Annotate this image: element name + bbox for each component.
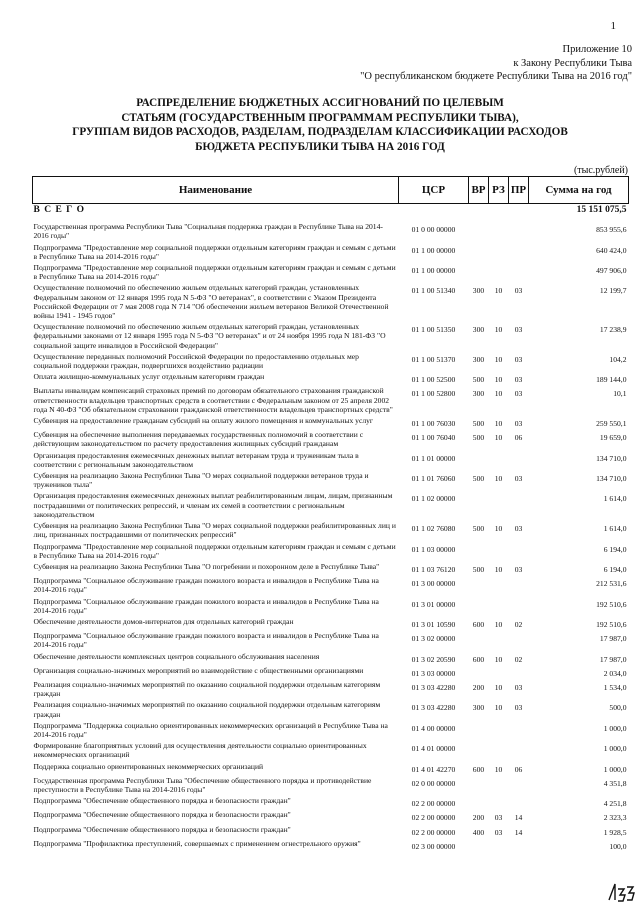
handwritten-mark: [606, 881, 636, 903]
cell-pr: 03: [514, 474, 523, 484]
cell-rz: [489, 838, 509, 852]
cell-name: Организация социально-значимых мероприятий во взаимодействие с общественными организациями: [33, 665, 364, 675]
cell-sum: 2 323,3: [603, 813, 627, 823]
table-row: [33, 385, 629, 415]
cell-vr: 300: [472, 703, 485, 713]
cell-rz: 10: [494, 389, 503, 399]
cell-name: Подпрограмма "Социальное обслуживание граждан пожилого возраста и инвалидов в Республике Тыва на 2014-2016 годы": [33, 596, 379, 615]
title-line: БЮДЖЕТА РЕСПУБЛИКИ ТЫВА НА 2016 ГОД: [195, 140, 445, 153]
cell-pr: [509, 665, 529, 679]
cell-name: Субвенция на реализацию Закона Республики Тыва "О погребении и похоронном деле в Республике Тыва": [33, 561, 380, 571]
cell-pr: [509, 242, 529, 262]
cell-vr: 300: [472, 354, 485, 364]
cell-sum: 17 238,9: [599, 325, 627, 335]
cell-sum: 134 710,0: [596, 474, 627, 484]
cell-vr: [469, 740, 489, 760]
cell-rz: 10: [494, 286, 503, 296]
cell-csr: 01 1 00 00000: [411, 245, 456, 255]
cell-rz: [489, 775, 509, 795]
cell-rz: [489, 221, 509, 241]
cell-csr: 01 1 00 76030: [411, 419, 456, 429]
cell-csr: 01 3 01 00000: [411, 599, 456, 609]
cell-sum: 10,1: [613, 389, 627, 399]
table-row: [33, 520, 629, 540]
cell-pr: 02: [514, 654, 523, 664]
cell-name: Осуществление полномочий по обеспечению жильем отдельных категорий граждан, установленных Федеральным законом от 12 января 1995 года N 5-ФЗ "О ветеранах", в соответствии с Указом Президента Российской Федерации от 7 мая 2008 года N 714 "Об обеспечении жильем ветеранов Великой Отечественной войны 1941 - 1945 годов": [33, 283, 389, 321]
cell-sum: 1 000,0: [603, 723, 627, 733]
cell-csr: 02 3 00 00000: [411, 841, 456, 851]
cell-name: Подпрограмма "Обеспечение общественного порядка и безопасности граждан": [33, 824, 291, 834]
cell-sum: 497 906,0: [596, 266, 627, 276]
units-label: (тыс.рублей): [573, 165, 628, 176]
cell-name: Обеспечение деятельности домов-интернатов для отдельных категорий граждан: [33, 616, 294, 626]
cell-sum: 6 194,0: [603, 544, 627, 554]
cell-pr: [509, 838, 529, 852]
appendix-header: [360, 43, 632, 84]
table-row: [33, 561, 629, 575]
cell-sum: 104,2: [609, 354, 627, 364]
cell-sum: 1 614,0: [603, 524, 627, 534]
cell-vr: [469, 630, 489, 650]
cell-csr: 01 1 00 51350: [411, 325, 456, 335]
cell-pr: [509, 795, 529, 809]
table-row: [33, 575, 629, 595]
cell-name: Подпрограмма "Обеспечение общественного порядка и безопасности граждан": [33, 796, 291, 806]
cell-name: Субвенция на реализацию Закона Республики Тыва "О мерах социальной поддержки реабилитированных лиц и лиц, признанных пострадавшими от политических репрессий": [33, 521, 396, 540]
cell-pr: [509, 630, 529, 650]
cell-sum: 2 034,0: [603, 668, 627, 678]
total-row: [33, 204, 629, 222]
header-csr: ЦСР: [399, 177, 469, 204]
cell-name: Осуществление переданных полномочий Российской Федерации по предоставлению отдельных мер социальной поддержки граждан, подвергшихся воздействию радиации: [33, 351, 359, 371]
cell-csr: 01 1 00 51370: [411, 354, 456, 364]
cell-sum: 259 550,1: [596, 419, 627, 429]
table-row: [33, 221, 629, 241]
cell-rz: [489, 630, 509, 650]
table-row: [33, 630, 629, 650]
cell-csr: 01 1 02 76080: [411, 524, 456, 534]
cell-name: Организация предоставления ежемесячных денежных выплат ветеранам труда и труженикам тыла в соответствии с региональным законодательством: [33, 450, 359, 469]
cell-name: Подпрограмма "Поддержка социально ориентированных некоммерческих организаций в Республике Тыва на 2014-2016 годы": [33, 720, 388, 739]
table-row: [33, 415, 629, 429]
cell-vr: [469, 720, 489, 740]
header-pr: ПР: [509, 177, 529, 204]
cell-rz: [489, 720, 509, 740]
table-header-row: [33, 177, 629, 204]
cell-sum: 100,0: [609, 841, 627, 851]
table-row: [33, 651, 629, 665]
cell-csr: 02 2 00 00000: [411, 813, 456, 823]
cell-sum: 4 351,8: [603, 778, 627, 788]
cell-sum: 1 928,5: [603, 827, 627, 837]
cell-name: Осуществление полномочий по обеспечению жильем отдельных категорий граждан, установленных федеральными законами от 12 января 1995 года N 5-ФЗ "О ветеранах" и от 24 ноября 1995 года N 181-ФЗ "О социальной защите инвалидов в Российской Федерации": [33, 322, 386, 350]
cell-name: Оплата жилищно-коммунальных услуг отдельным категориям граждан: [33, 372, 265, 382]
cell-csr: 01 3 03 00000: [411, 668, 456, 678]
cell-pr: [509, 221, 529, 241]
cell-csr: 01 1 02 00000: [411, 494, 456, 504]
cell-name: Подпрограмма "Обеспечение общественного порядка и безопасности граждан": [33, 810, 291, 820]
cell-vr: 600: [472, 764, 485, 774]
table-row: [33, 470, 629, 490]
cell-vr: 200: [472, 813, 485, 823]
cell-csr: 01 3 02 00000: [411, 634, 456, 644]
header-name: Наименование: [33, 177, 399, 204]
header-sum: Сумма на год: [529, 177, 629, 204]
cell-sum: 12 199,7: [599, 286, 627, 296]
cell-name: Субвенция на предоставление гражданам субсидий на оплату жилого помещения и коммунальных услуг: [33, 416, 374, 426]
cell-sum: 6 194,0: [603, 564, 627, 574]
appendix-line: к Закону Республики Тыва: [513, 57, 632, 69]
cell-csr: 02 2 00 00000: [411, 827, 456, 837]
cell-vr: [469, 541, 489, 561]
table-row: [33, 371, 629, 385]
table-row: [33, 616, 629, 630]
table-row: [33, 824, 629, 838]
cell-vr: [469, 575, 489, 595]
cell-name: Поддержка социально ориентированных некоммерческих организаций: [33, 761, 264, 771]
cell-pr: 03: [514, 354, 523, 364]
table-row: [33, 795, 629, 809]
cell-csr: 01 3 02 20590: [411, 654, 456, 664]
total-sum: 15 151 075,5: [576, 205, 627, 215]
cell-vr: 500: [472, 419, 485, 429]
cell-sum: 192 510,6: [596, 599, 627, 609]
table-row: [33, 596, 629, 616]
cell-rz: [489, 262, 509, 282]
cell-vr: 600: [472, 654, 485, 664]
cell-rz: 10: [494, 619, 503, 629]
cell-vr: [469, 838, 489, 852]
cell-pr: [509, 490, 529, 520]
cell-sum: 134 710,0: [596, 453, 627, 463]
cell-vr: 500: [472, 564, 485, 574]
cell-csr: 01 1 00 52500: [411, 375, 456, 385]
cell-rz: [489, 795, 509, 809]
cell-sum: 17 987,0: [599, 654, 627, 664]
cell-vr: [469, 242, 489, 262]
cell-rz: [489, 740, 509, 760]
cell-name: Подпрограмма "Социальное обслуживание граждан пожилого возраста и инвалидов в Республике Тыва на 2014-2016 годы": [33, 576, 379, 595]
cell-rz: 03: [494, 827, 503, 837]
cell-rz: 10: [494, 433, 503, 443]
cell-pr: [509, 596, 529, 616]
cell-csr: 01 3 03 42280: [411, 682, 456, 692]
cell-csr: 01 4 00 00000: [411, 723, 456, 733]
cell-csr: 01 4 01 00000: [411, 744, 456, 754]
cell-rz: 10: [494, 564, 503, 574]
title-line: СТАТЬЯМ (ГОСУДАРСТВЕННЫМ ПРОГРАММАМ РЕСПУБЛИКИ ТЫВА),: [121, 111, 519, 124]
cell-pr: 03: [514, 524, 523, 534]
table-row: [33, 429, 629, 449]
appendix-line: Приложение 10: [562, 44, 632, 55]
cell-rz: [489, 575, 509, 595]
table-row: [33, 809, 629, 823]
cell-rz: [489, 242, 509, 262]
cell-name: Подпрограмма "Предоставление мер социальной поддержки отдельным категориям граждан и семьям с детьми в Республике Тыва на 2014-2016 годы": [33, 242, 396, 261]
cell-vr: 400: [472, 827, 485, 837]
table-row: [33, 242, 629, 262]
cell-vr: [469, 596, 489, 616]
table-row: [33, 282, 629, 321]
cell-sum: 853 955,6: [596, 225, 627, 235]
table-row: [33, 490, 629, 520]
cell-pr: 14: [514, 827, 523, 837]
cell-vr: 300: [472, 325, 485, 335]
cell-sum: 192 510,6: [596, 619, 627, 629]
cell-pr: 03: [514, 703, 523, 713]
cell-pr: 03: [514, 375, 523, 385]
cell-rz: [489, 450, 509, 470]
cell-pr: [509, 740, 529, 760]
cell-csr: 01 4 01 42270: [411, 764, 456, 774]
cell-vr: [469, 262, 489, 282]
cell-vr: [469, 221, 489, 241]
table-row: [33, 541, 629, 561]
budget-table: [32, 176, 629, 852]
cell-pr: 02: [514, 619, 523, 629]
cell-pr: 03: [514, 682, 523, 692]
cell-vr: 300: [472, 389, 485, 399]
cell-csr: 01 1 00 76040: [411, 433, 456, 443]
page-number: 1: [610, 20, 616, 32]
cell-rz: 10: [494, 474, 503, 484]
cell-sum: 1 000,0: [603, 764, 627, 774]
table-row: [33, 351, 629, 371]
cell-rz: 10: [494, 524, 503, 534]
cell-sum: 189 144,0: [596, 375, 627, 385]
table-row: [33, 775, 629, 795]
header-vr: ВР: [469, 177, 489, 204]
cell-name: Субвенция на обеспечение выполнения передаваемых государственных полномочий в соответствии с действующим законодательством по расчету предоставления жилищных субсидий гражданам: [33, 430, 364, 449]
cell-vr: 200: [472, 682, 485, 692]
cell-pr: 14: [514, 813, 523, 823]
cell-name: Подпрограмма "Предоставление мер социальной поддержки отдельным категориям граждан и семьям с детьми в Республике Тыва на 2014-2016 годы": [33, 541, 396, 560]
cell-pr: [509, 720, 529, 740]
cell-name: Государственная программа Республики Тыва "Обеспечение общественного порядка и противодействие преступности в Республике Тыва на 2014-2016 годы": [33, 775, 372, 794]
cell-vr: [469, 795, 489, 809]
cell-sum: 1 000,0: [603, 744, 627, 754]
cell-pr: [509, 450, 529, 470]
cell-pr: [509, 541, 529, 561]
cell-rz: 10: [494, 682, 503, 692]
cell-name: Субвенция на реализацию Закона Республики Тыва "О мерах социальной поддержки ветеранов труда и тружеников тыла": [33, 471, 369, 490]
cell-pr: 03: [514, 286, 523, 296]
cell-name: Формирование благоприятных условий для осуществления деятельности социально ориентированных некоммерческих организаций: [33, 741, 367, 760]
table-row: [33, 321, 629, 351]
cell-csr: 01 1 00 00000: [411, 266, 456, 276]
cell-csr: 01 3 03 42280: [411, 703, 456, 713]
header-rz: РЗ: [489, 177, 509, 204]
cell-rz: [489, 665, 509, 679]
cell-sum: 1 534,0: [603, 682, 627, 692]
cell-vr: 500: [472, 375, 485, 385]
cell-sum: 4 251,8: [603, 799, 627, 809]
cell-vr: [469, 450, 489, 470]
cell-pr: [509, 575, 529, 595]
table-row: [33, 665, 629, 679]
cell-rz: 10: [494, 419, 503, 429]
table-row: [33, 720, 629, 740]
cell-pr: [509, 775, 529, 795]
cell-rz: 10: [494, 764, 503, 774]
table-row: [33, 262, 629, 282]
total-label: В С Е Г О: [33, 205, 85, 215]
title-line: РАСПРЕДЕЛЕНИЕ БЮДЖЕТНЫХ АССИГНОВАНИЙ ПО ЦЕЛЕВЫМ: [136, 97, 504, 109]
cell-pr: 03: [514, 419, 523, 429]
cell-rz: 10: [494, 325, 503, 335]
cell-pr: 03: [514, 389, 523, 399]
cell-name: Обеспечение деятельности комплексных центров социального обслуживания населения: [33, 651, 320, 661]
cell-name: Выплаты инвалидам компенсаций страховых премий по договорам обязательного страхования гражданской ответственности владельцев транспортных средств в соответствии с Федеральным законом от 25 апреля 2002 года N 40-ФЗ "Об обязательном страховании гражданской ответственности владельцев транспортных средств": [33, 386, 393, 414]
cell-name: Подпрограмма "Предоставление мер социальной поддержки отдельным категориям граждан и семьям с детьми в Республике Тыва на 2014-2016 годы": [33, 263, 396, 282]
cell-rz: 10: [494, 654, 503, 664]
cell-sum: 500,0: [609, 703, 627, 713]
cell-rz: [489, 541, 509, 561]
cell-name: Подпрограмма "Профилактика преступлений, совершаемых с применением огнестрельного оружия": [33, 838, 361, 848]
table-row: [33, 699, 629, 719]
cell-rz: 10: [494, 354, 503, 364]
cell-name: Организация предоставления ежемесячных денежных выплат реабилитированным лицам, лицам, признанным пострадавшими от политических репрессий, и членам их семей в соответствии с региональным законодательством: [33, 491, 393, 519]
cell-csr: 02 0 00 00000: [411, 778, 456, 788]
cell-csr: 01 1 00 51340: [411, 286, 456, 296]
cell-csr: 01 1 01 00000: [411, 453, 456, 463]
cell-csr: 01 0 00 00000: [411, 225, 456, 235]
cell-vr: [469, 665, 489, 679]
cell-sum: 212 531,6: [596, 579, 627, 589]
cell-csr: 02 2 00 00000: [411, 799, 456, 809]
cell-csr: 01 3 01 10590: [411, 619, 456, 629]
table-row: [33, 450, 629, 470]
appendix-line: "О республиканском бюджете Республики Тыва на 2016 год": [360, 71, 632, 82]
cell-name: Реализация социально-значимых мероприятий по оказанию социальной поддержки отдельным категориям граждан: [33, 700, 381, 719]
table-row: [33, 761, 629, 775]
document-title: [40, 96, 600, 154]
cell-sum: 1 614,0: [603, 494, 627, 504]
cell-rz: 03: [494, 813, 503, 823]
cell-csr: 01 1 01 76060: [411, 474, 456, 484]
cell-vr: 300: [472, 286, 485, 296]
cell-vr: [469, 490, 489, 520]
cell-pr: 06: [514, 433, 523, 443]
cell-rz: 10: [494, 375, 503, 385]
title-line: ГРУППАМ ВИДОВ РАСХОДОВ, РАЗДЕЛАМ, ПОДРАЗДЕЛАМ КЛАССИФИКАЦИИ РАСХОДОВ: [72, 126, 568, 138]
cell-rz: [489, 596, 509, 616]
cell-vr: [469, 775, 489, 795]
cell-csr: 01 3 00 00000: [411, 579, 456, 589]
cell-name: Государственная программа Республики Тыва "Социальная поддержка граждан в Республике Тыва на 2014-2016 годы": [33, 222, 383, 241]
cell-csr: 01 1 03 00000: [411, 544, 456, 554]
cell-csr: 01 1 03 76120: [411, 564, 456, 574]
cell-pr: 06: [514, 764, 523, 774]
cell-sum: 19 659,0: [599, 433, 627, 443]
cell-rz: [489, 490, 509, 520]
table-row: [33, 838, 629, 852]
cell-rz: 10: [494, 703, 503, 713]
table-row: [33, 740, 629, 760]
table-row: [33, 679, 629, 699]
cell-csr: 01 1 00 52800: [411, 389, 456, 399]
cell-name: Реализация социально-значимых мероприятий по оказанию социальной поддержки отдельным категориям граждан: [33, 679, 381, 699]
cell-vr: 500: [472, 433, 485, 443]
cell-name: Подпрограмма "Социальное обслуживание граждан пожилого возраста и инвалидов в Республике Тыва на 2014-2016 годы": [33, 631, 379, 650]
cell-vr: 500: [472, 524, 485, 534]
cell-pr: [509, 262, 529, 282]
cell-sum: 17 987,0: [599, 634, 627, 644]
cell-sum: 640 424,0: [596, 245, 627, 255]
cell-pr: 03: [514, 564, 523, 574]
cell-vr: 600: [472, 619, 485, 629]
cell-pr: 03: [514, 325, 523, 335]
cell-vr: 500: [472, 474, 485, 484]
